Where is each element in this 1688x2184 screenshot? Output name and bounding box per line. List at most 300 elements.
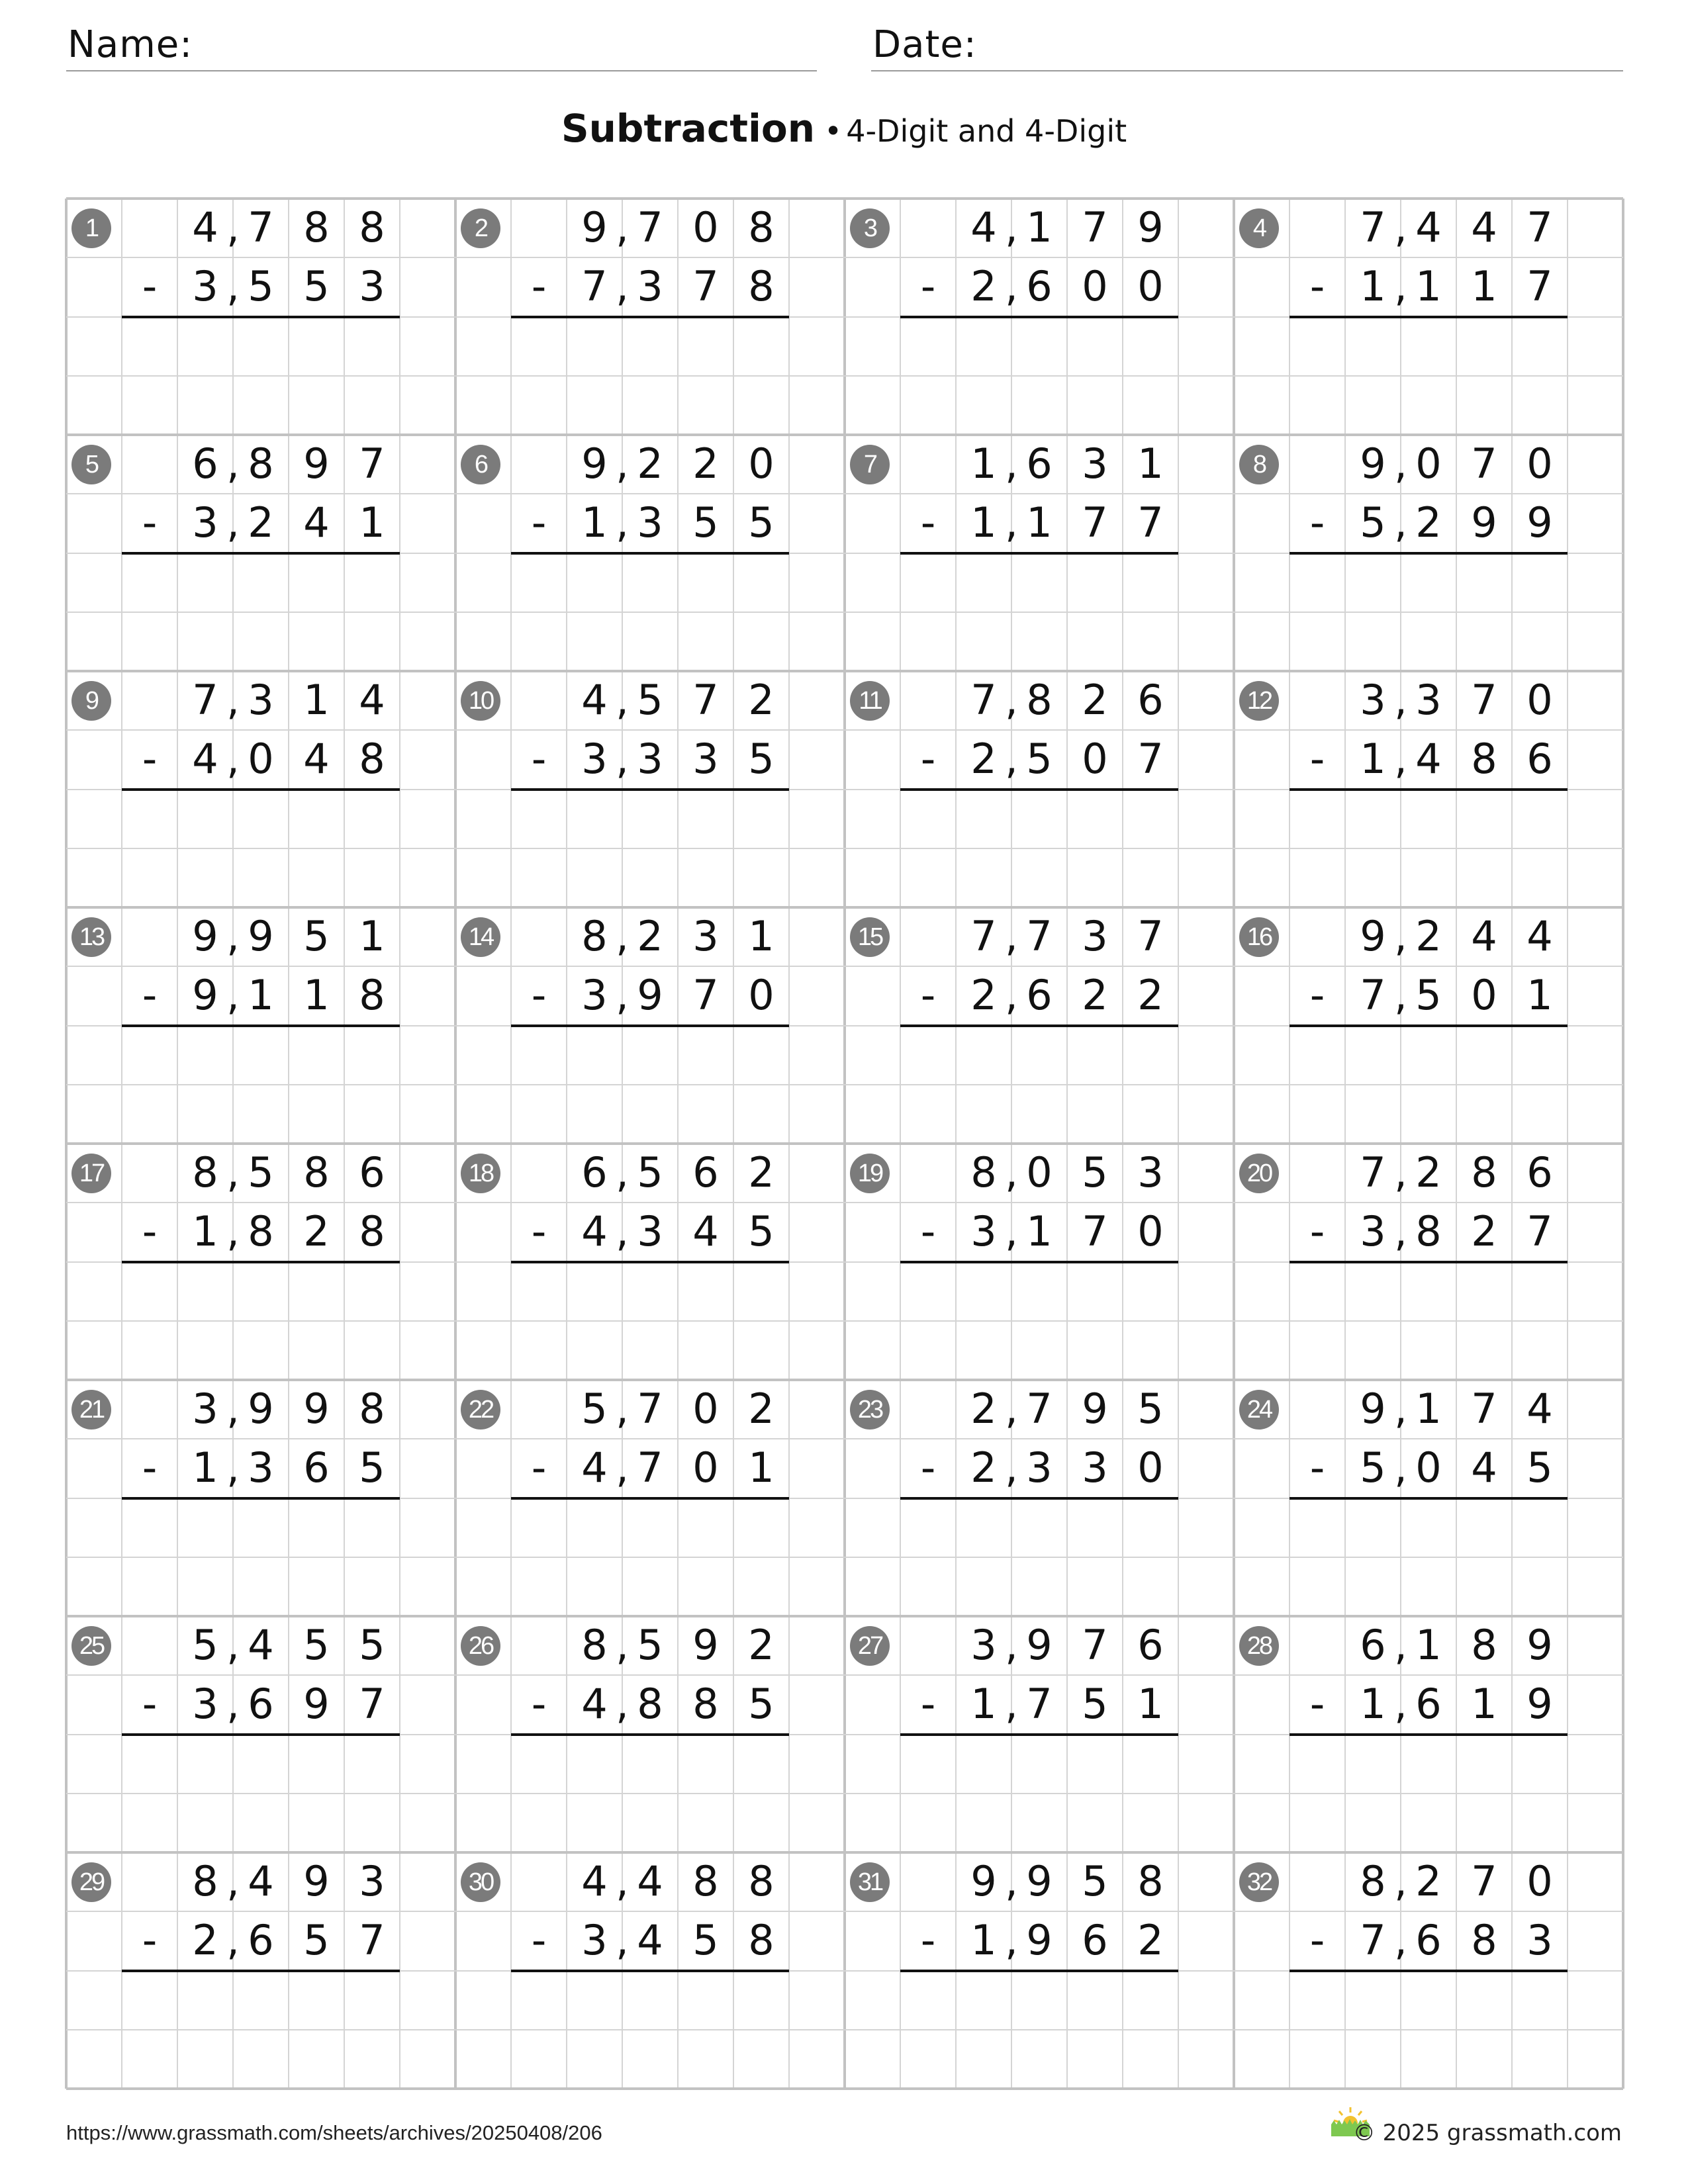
minus-sign: - — [1309, 498, 1325, 547]
minuend-digit: 8 — [192, 1148, 218, 1197]
minuend-digit: 0 — [1026, 1148, 1053, 1197]
minuend-digit: 0 — [1526, 676, 1553, 724]
subtrahend-digit: 1 — [1026, 498, 1053, 547]
subtrahend-digit: 7 — [1082, 1207, 1108, 1256]
answer-area[interactable] — [511, 1501, 789, 1555]
subtrahend-digit: 7 — [359, 1680, 385, 1729]
minuend-digit: 8 — [359, 203, 385, 251]
minus-sign: - — [1309, 1680, 1325, 1729]
minuend-comma: , — [1394, 1621, 1407, 1669]
subtrahend-digit: 3 — [637, 262, 663, 311]
problem-29 — [66, 1852, 455, 2089]
minuend-digit: 7 — [192, 676, 218, 724]
minuend-digit: 5 — [637, 1148, 663, 1197]
answer-area[interactable] — [122, 1501, 400, 1555]
problem-28 — [1234, 1616, 1623, 1852]
subtrahend-digit: 6 — [1526, 735, 1553, 784]
minuend-digit: 4 — [1526, 1385, 1553, 1433]
minuend-comma: , — [616, 203, 629, 251]
minuend-digit: 2 — [637, 912, 663, 960]
subtrahend-digit: 8 — [359, 1207, 385, 1256]
answer-area[interactable] — [900, 556, 1178, 610]
minuend-digit: 6 — [1526, 1148, 1553, 1197]
problem-number-badge: 22 — [461, 1390, 500, 1430]
subtrahend-digit: 4 — [581, 1680, 608, 1729]
minuend-digit: 5 — [1082, 1148, 1108, 1197]
answer-area[interactable] — [1289, 320, 1568, 373]
problem-number-badge: 29 — [71, 1862, 111, 1902]
problem-grid — [66, 199, 1623, 2089]
minus-sign: - — [1309, 971, 1325, 1020]
minus-sign: - — [142, 735, 158, 784]
answer-rule — [900, 1024, 1178, 1027]
answer-area[interactable] — [900, 792, 1178, 846]
subtrahend-comma: , — [226, 735, 240, 784]
subtrahend-digit: 3 — [970, 1207, 997, 1256]
minuend-comma: , — [1005, 203, 1018, 251]
subtrahend-comma: , — [616, 1916, 629, 1965]
subtrahend-digit: 6 — [1415, 1916, 1442, 1965]
minuend-comma: , — [1005, 676, 1018, 724]
subtrahend-digit: 0 — [748, 971, 774, 1020]
answer-rule — [1289, 1970, 1568, 1972]
minuend-comma: , — [616, 1385, 629, 1433]
minuend-digit: 7 — [1471, 676, 1497, 724]
answer-area[interactable] — [900, 1501, 1178, 1555]
minuend-digit: 4 — [581, 676, 608, 724]
minus-sign: - — [531, 971, 547, 1020]
minuend-comma: , — [1005, 1385, 1018, 1433]
subtrahend-digit: 8 — [748, 1916, 774, 1965]
minuend-comma: , — [1394, 1857, 1407, 1905]
answer-area[interactable] — [122, 556, 400, 610]
minuend-digit: 7 — [637, 203, 663, 251]
problem-number-badge: 10 — [461, 681, 500, 721]
problem-20 — [1234, 1144, 1623, 1380]
minuend-digit: 9 — [192, 912, 218, 960]
subtrahend-digit: 3 — [192, 262, 218, 311]
minuend-comma: , — [226, 676, 240, 724]
subtrahend-comma: , — [1005, 262, 1018, 311]
answer-rule — [1289, 788, 1568, 791]
minuend-digit: 8 — [1471, 1148, 1497, 1197]
minus-sign: - — [142, 1443, 158, 1492]
answer-area[interactable] — [511, 792, 789, 846]
subtrahend-digit: 9 — [1026, 1916, 1053, 1965]
subtrahend-digit: 7 — [359, 1916, 385, 1965]
minuend-digit: 9 — [1026, 1857, 1053, 1905]
minuend-digit: 7 — [1082, 1621, 1108, 1669]
date-field[interactable] — [871, 24, 1623, 71]
answer-area[interactable] — [122, 1265, 400, 1318]
minuend-comma: , — [1394, 1385, 1407, 1433]
minus-sign: - — [531, 1207, 547, 1256]
problem-13 — [66, 907, 455, 1144]
answer-area[interactable] — [900, 1737, 1178, 1791]
minus-sign: - — [531, 1443, 547, 1492]
answer-area[interactable] — [122, 320, 400, 373]
minuend-digit: 3 — [1082, 912, 1108, 960]
minus-sign: - — [142, 262, 158, 311]
problem-32 — [1234, 1852, 1623, 2089]
answer-rule — [511, 1970, 789, 1972]
answer-area[interactable] — [900, 1265, 1178, 1318]
problem-number-badge: 2 — [461, 208, 500, 248]
subtrahend-digit: 2 — [303, 1207, 330, 1256]
subtrahend-digit: 6 — [303, 1443, 330, 1492]
minus-sign: - — [1309, 1916, 1325, 1965]
subtrahend-digit: 3 — [1360, 1207, 1386, 1256]
title-bullet: • — [824, 113, 843, 149]
minus-sign: - — [1309, 1443, 1325, 1492]
problem-23 — [845, 1380, 1234, 1616]
problem-24 — [1234, 1380, 1623, 1616]
minuend-digit: 3 — [192, 1385, 218, 1433]
subtrahend-digit: 1 — [970, 1916, 997, 1965]
subtrahend-digit: 7 — [1137, 735, 1164, 784]
answer-area[interactable] — [511, 1265, 789, 1318]
problem-number-badge: 18 — [461, 1154, 500, 1193]
subtrahend-digit: 1 — [303, 971, 330, 1020]
subtrahend-comma: , — [1005, 1680, 1018, 1729]
subtrahend-digit: 6 — [1415, 1680, 1442, 1729]
minuend-digit: 7 — [970, 912, 997, 960]
answer-area[interactable] — [511, 1737, 789, 1791]
answer-area[interactable] — [900, 1028, 1178, 1082]
answer-area[interactable] — [122, 1028, 400, 1082]
subtrahend-comma: , — [616, 735, 629, 784]
answer-area[interactable] — [511, 556, 789, 610]
subtrahend-digit: 2 — [248, 498, 274, 547]
subtrahend-digit: 2 — [970, 262, 997, 311]
answer-rule — [1289, 1261, 1568, 1263]
subtrahend-digit: 7 — [1526, 1207, 1553, 1256]
minuend-comma: , — [616, 439, 629, 488]
minuend-digit: 4 — [192, 203, 218, 251]
problem-number-badge: 20 — [1239, 1154, 1279, 1193]
problem-5 — [66, 435, 455, 671]
minuend-comma: , — [226, 1148, 240, 1197]
minuend-digit: 4 — [1415, 203, 1442, 251]
answer-area[interactable] — [900, 1974, 1178, 2027]
subtrahend-digit: 4 — [303, 498, 330, 547]
minuend-digit: 8 — [1137, 1857, 1164, 1905]
answer-area[interactable] — [511, 1028, 789, 1082]
problem-number-badge: 24 — [1239, 1390, 1279, 1430]
subtrahend-digit: 2 — [1137, 971, 1164, 1020]
subtrahend-digit: 3 — [1026, 1443, 1053, 1492]
problem-31 — [845, 1852, 1234, 2089]
problem-number-badge: 14 — [461, 917, 500, 957]
subtrahend-digit: 0 — [1137, 1443, 1164, 1492]
minuend-digit: 9 — [248, 912, 274, 960]
minuend-digit: 8 — [192, 1857, 218, 1905]
minuend-digit: 4 — [581, 1857, 608, 1905]
subtrahend-digit: 7 — [1360, 971, 1386, 1020]
problem-number-badge: 15 — [850, 917, 890, 957]
minuend-digit: 6 — [1360, 1621, 1386, 1669]
minus-sign: - — [920, 1680, 936, 1729]
problem-number-badge: 23 — [850, 1390, 890, 1430]
minuend-digit: 2 — [748, 1385, 774, 1433]
problem-2 — [455, 199, 845, 435]
answer-area[interactable] — [900, 320, 1178, 373]
minuend-digit: 9 — [248, 1385, 274, 1433]
subtrahend-comma: , — [1005, 735, 1018, 784]
problem-22 — [455, 1380, 845, 1616]
minuend-comma: , — [616, 676, 629, 724]
minuend-digit: 5 — [637, 676, 663, 724]
minuend-digit: 5 — [303, 1621, 330, 1669]
minuend-digit: 9 — [1526, 1621, 1553, 1669]
minuend-digit: 7 — [359, 439, 385, 488]
subtrahend-digit: 7 — [581, 262, 608, 311]
minuend-comma: , — [1005, 1621, 1018, 1669]
minuend-digit: 6 — [1137, 1621, 1164, 1669]
answer-area[interactable] — [1289, 1737, 1568, 1791]
subtrahend-comma: , — [616, 971, 629, 1020]
subtrahend-digit: 8 — [1471, 735, 1497, 784]
problem-17 — [66, 1144, 455, 1380]
answer-area[interactable] — [1289, 1501, 1568, 1555]
subtrahend-comma: , — [1005, 1443, 1018, 1492]
minuend-digit: 6 — [192, 439, 218, 488]
minuend-digit: 8 — [581, 912, 608, 960]
minuend-digit: 0 — [1415, 439, 1442, 488]
problem-19 — [845, 1144, 1234, 1380]
subtrahend-comma: , — [226, 498, 240, 547]
minus-sign: - — [142, 971, 158, 1020]
minuend-digit: 0 — [1526, 439, 1553, 488]
problem-number-badge: 7 — [850, 445, 890, 484]
subtrahend-digit: 8 — [1415, 1207, 1442, 1256]
minuend-digit: 3 — [1082, 439, 1108, 488]
answer-area[interactable] — [1289, 792, 1568, 846]
answer-area[interactable] — [122, 1737, 400, 1791]
subtrahend-comma: , — [1394, 971, 1407, 1020]
subtrahend-comma: , — [1394, 1916, 1407, 1965]
minuend-digit: 4 — [637, 1857, 663, 1905]
subtrahend-digit: 7 — [692, 971, 719, 1020]
subtrahend-digit: 1 — [1471, 1680, 1497, 1729]
subtrahend-digit: 3 — [692, 735, 719, 784]
subtrahend-digit: 2 — [1137, 1916, 1164, 1965]
subtrahend-digit: 3 — [359, 262, 385, 311]
subtrahend-digit: 8 — [1471, 1916, 1497, 1965]
minus-sign: - — [920, 262, 936, 311]
subtrahend-digit: 0 — [1471, 971, 1497, 1020]
problem-number-badge: 25 — [71, 1626, 111, 1666]
problem-number-badge: 28 — [1239, 1626, 1279, 1666]
subtrahend-digit: 5 — [1026, 735, 1053, 784]
answer-area[interactable] — [511, 320, 789, 373]
subtrahend-digit: 0 — [1137, 1207, 1164, 1256]
minuend-digit: 2 — [748, 676, 774, 724]
minus-sign: - — [920, 1443, 936, 1492]
subtrahend-digit: 8 — [359, 735, 385, 784]
problem-number-badge: 4 — [1239, 208, 1279, 248]
subtrahend-digit: 0 — [692, 1443, 719, 1492]
minus-sign: - — [1309, 1207, 1325, 1256]
problem-12 — [1234, 671, 1623, 907]
subtrahend-digit: 2 — [192, 1916, 218, 1965]
subtrahend-digit: 7 — [692, 262, 719, 311]
answer-rule — [511, 552, 789, 555]
answer-area[interactable] — [122, 1974, 400, 2027]
subtrahend-digit: 3 — [581, 1916, 608, 1965]
answer-rule — [511, 788, 789, 791]
minus-sign: - — [920, 971, 936, 1020]
minuend-comma: , — [616, 1857, 629, 1905]
subtrahend-digit: 8 — [248, 1207, 274, 1256]
subtrahend-comma: , — [226, 1443, 240, 1492]
subtrahend-comma: , — [1394, 1443, 1407, 1492]
answer-area[interactable] — [511, 1974, 789, 2027]
subtrahend-digit: 1 — [192, 1207, 218, 1256]
minuend-digit: 6 — [1026, 439, 1053, 488]
problem-7 — [845, 435, 1234, 671]
subtrahend-digit: 9 — [1526, 1680, 1553, 1729]
name-field[interactable] — [66, 24, 817, 71]
subtrahend-digit: 1 — [248, 971, 274, 1020]
minuend-digit: 9 — [303, 439, 330, 488]
answer-area[interactable] — [1289, 556, 1568, 610]
problem-number-badge: 11 — [850, 681, 890, 721]
subtrahend-digit: 0 — [248, 735, 274, 784]
problem-number-badge: 1 — [71, 208, 111, 248]
subtrahend-comma: , — [1394, 262, 1407, 311]
subtrahend-comma: , — [616, 1680, 629, 1729]
answer-rule — [511, 1261, 789, 1263]
answer-rule — [900, 1733, 1178, 1736]
subtrahend-digit: 6 — [1026, 262, 1053, 311]
subtrahend-digit: 1 — [1471, 262, 1497, 311]
answer-rule — [122, 1497, 400, 1500]
minuend-comma: , — [1394, 912, 1407, 960]
answer-area[interactable] — [122, 792, 400, 846]
problem-18 — [455, 1144, 845, 1380]
minuend-digit: 9 — [1360, 439, 1386, 488]
subtrahend-digit: 5 — [748, 735, 774, 784]
subtrahend-digit: 3 — [581, 735, 608, 784]
name-label: Name: — [68, 23, 193, 66]
subtrahend-digit: 0 — [1082, 735, 1108, 784]
minuend-comma: , — [1394, 1148, 1407, 1197]
subtrahend-digit: 4 — [192, 735, 218, 784]
subtrahend-comma: , — [1005, 498, 1018, 547]
subtrahend-digit: 7 — [1082, 498, 1108, 547]
minuend-digit: 2 — [1082, 676, 1108, 724]
minuend-comma: , — [226, 439, 240, 488]
subtrahend-digit: 2 — [970, 1443, 997, 1492]
subtrahend-digit: 5 — [1082, 1680, 1108, 1729]
minuend-digit: 8 — [303, 1148, 330, 1197]
minuend-digit: 9 — [1360, 912, 1386, 960]
worksheet-title — [0, 106, 1688, 151]
answer-rule — [122, 1024, 400, 1027]
answer-area[interactable] — [1289, 1028, 1568, 1082]
minus-sign: - — [1309, 262, 1325, 311]
minuend-digit: 9 — [581, 439, 608, 488]
problem-3 — [845, 199, 1234, 435]
footer-copyright: © 2025 grassmath.com — [1352, 2120, 1622, 2146]
subtrahend-comma: , — [226, 1916, 240, 1965]
minus-sign: - — [920, 1207, 936, 1256]
minuend-digit: 6 — [359, 1148, 385, 1197]
subtrahend-digit: 3 — [248, 1443, 274, 1492]
subtrahend-digit: 5 — [1415, 971, 1442, 1020]
minuend-comma: , — [616, 1148, 629, 1197]
answer-rule — [511, 1733, 789, 1736]
subtrahend-comma: , — [1394, 735, 1407, 784]
subtrahend-digit: 3 — [1082, 1443, 1108, 1492]
problem-6 — [455, 435, 845, 671]
problem-16 — [1234, 907, 1623, 1144]
minuend-digit: 9 — [692, 1621, 719, 1669]
minuend-digit: 1 — [970, 439, 997, 488]
minuend-digit: 8 — [359, 1385, 385, 1433]
subtrahend-digit: 5 — [748, 498, 774, 547]
subtrahend-digit: 4 — [1415, 735, 1442, 784]
answer-rule — [900, 1970, 1178, 1972]
problem-8 — [1234, 435, 1623, 671]
subtrahend-comma: , — [1394, 1680, 1407, 1729]
minuend-digit: 7 — [1471, 439, 1497, 488]
answer-rule — [1289, 552, 1568, 555]
minuend-digit: 2 — [970, 1385, 997, 1433]
minuend-digit: 0 — [748, 439, 774, 488]
minuend-digit: 0 — [692, 1385, 719, 1433]
answer-rule — [900, 316, 1178, 318]
problem-number-badge: 9 — [71, 681, 111, 721]
minuend-digit: 8 — [692, 1857, 719, 1905]
title-subtitle: 4-Digit and 4-Digit — [846, 113, 1127, 149]
subtrahend-comma: , — [226, 1207, 240, 1256]
answer-area[interactable] — [1289, 1974, 1568, 2027]
minuend-digit: 2 — [637, 439, 663, 488]
subtrahend-digit: 1 — [970, 498, 997, 547]
minuend-comma: , — [1005, 912, 1018, 960]
minuend-digit: 2 — [1415, 1148, 1442, 1197]
answer-area[interactable] — [1289, 1265, 1568, 1318]
minuend-digit: 7 — [1082, 203, 1108, 251]
subtrahend-digit: 5 — [303, 262, 330, 311]
minus-sign: - — [920, 735, 936, 784]
subtrahend-digit: 5 — [692, 1916, 719, 1965]
answer-rule — [900, 552, 1178, 555]
subtrahend-digit: 5 — [248, 262, 274, 311]
subtrahend-digit: 7 — [1026, 1680, 1053, 1729]
minuend-digit: 4 — [1526, 912, 1553, 960]
subtrahend-digit: 4 — [637, 1916, 663, 1965]
minuend-digit: 7 — [637, 1385, 663, 1433]
subtrahend-digit: 9 — [192, 971, 218, 1020]
problem-number-badge: 8 — [1239, 445, 1279, 484]
subtrahend-comma: , — [1005, 971, 1018, 1020]
date-label: Date: — [872, 23, 977, 66]
minuend-digit: 4 — [1471, 203, 1497, 251]
minuend-comma: , — [1394, 439, 1407, 488]
subtrahend-digit: 3 — [192, 1680, 218, 1729]
problem-25 — [66, 1616, 455, 1852]
answer-rule — [511, 1497, 789, 1500]
subtrahend-comma: , — [226, 1680, 240, 1729]
minuend-digit: 8 — [1360, 1857, 1386, 1905]
answer-rule — [122, 552, 400, 555]
minus-sign: - — [1309, 735, 1325, 784]
subtrahend-digit: 1 — [1360, 1680, 1386, 1729]
answer-rule — [122, 1970, 400, 1972]
